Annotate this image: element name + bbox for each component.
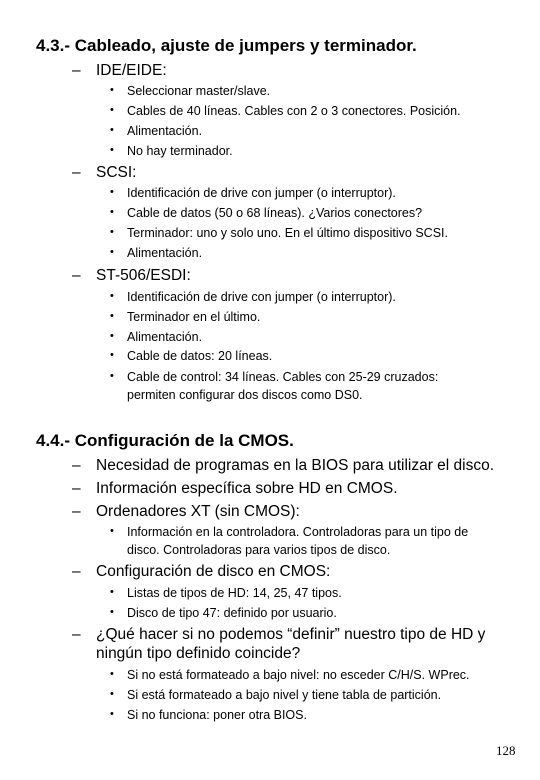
- bullet-icon: •: [110, 206, 114, 218]
- list-item-text: No hay terminador.: [127, 144, 233, 158]
- list-item-text: Si está formateado a bajo nivel y tiene tabla de partición.: [127, 688, 442, 702]
- bullet-icon: •: [110, 330, 114, 342]
- list-item-text: Información en la controladora. Controladoras para un tipo de: [127, 525, 469, 539]
- bullet-icon: •: [110, 124, 114, 136]
- bullet-icon: •: [110, 525, 114, 537]
- st506-esdi-label: ST-506/ESDI:: [96, 267, 191, 284]
- dash-bullet: –: [72, 563, 81, 580]
- list-item-text: Si no está formateado a bajo nivel: no esceder C/H/S. WPrec.: [127, 668, 470, 682]
- dash-item-text: Información específica sobre HD en CMOS.: [96, 480, 398, 497]
- dash-bullet: –: [72, 62, 81, 79]
- list-item-text: Alimentación.: [127, 330, 203, 344]
- bullet-icon: •: [110, 708, 114, 720]
- dash-item-text: Necesidad de programas en la BIOS para utilizar el disco.: [96, 457, 495, 474]
- dash-item-text: Ordenadores XT (sin CMOS):: [96, 503, 300, 520]
- dash-bullet: –: [72, 626, 81, 643]
- section-4-4-title: 4.4.- Configuración de la CMOS.: [36, 431, 294, 450]
- bullet-icon: •: [110, 370, 114, 382]
- dash-bullet: –: [72, 503, 81, 520]
- list-item-text: Disco de tipo 47: definido por usuario.: [127, 606, 337, 620]
- list-item-text: Cable de datos: 20 líneas.: [127, 349, 273, 363]
- scsi-label: SCSI:: [96, 164, 137, 181]
- bullet-icon: •: [110, 349, 114, 361]
- list-item-text: Terminador: uno y solo uno. En el último dispositivo SCSI.: [127, 226, 448, 240]
- bullet-icon: •: [110, 688, 114, 700]
- list-item-text: Cable de datos (50 o 68 líneas). ¿Varios conectores?: [127, 206, 423, 220]
- list-item-text: Cable de control: 34 líneas. Cables con 25-29 cruzados:: [127, 370, 439, 384]
- list-item-text: Terminador en el último.: [127, 310, 261, 324]
- section-4-3-title: 4.3.- Cableado, ajuste de jumpers y terminador.: [36, 36, 417, 55]
- bullet-icon: •: [110, 606, 114, 618]
- bullet-icon: •: [110, 290, 114, 302]
- dash-bullet: –: [72, 480, 81, 497]
- list-item-text: Listas de tipos de HD: 14, 25, 47 tipos.: [127, 586, 342, 600]
- list-item-text: Identificación de drive con jumper (o interruptor).: [127, 186, 396, 200]
- dash-item-text: Configuración de disco en CMOS:: [96, 563, 331, 580]
- bullet-icon: •: [110, 668, 114, 680]
- list-item-text: Alimentación.: [127, 246, 203, 260]
- bullet-icon: •: [110, 226, 114, 238]
- bullet-icon: •: [110, 186, 114, 198]
- bullet-icon: •: [110, 246, 114, 258]
- bullet-icon: •: [110, 144, 114, 156]
- bullet-icon: •: [110, 310, 114, 322]
- bullet-icon: •: [110, 84, 114, 96]
- dash-bullet: –: [72, 457, 81, 474]
- dash-bullet: –: [72, 164, 81, 181]
- list-item-text: Si no funciona: poner otra BIOS.: [127, 708, 307, 722]
- list-item-text: Alimentación.: [127, 124, 203, 138]
- list-item-text: Seleccionar master/slave.: [127, 84, 271, 98]
- ide-eide-label: IDE/EIDE:: [96, 62, 167, 79]
- dash-item-text: ningún tipo definido coincide?: [96, 645, 301, 662]
- list-item-text: Identificación de drive con jumper (o interruptor).: [127, 290, 396, 304]
- bullet-icon: •: [110, 586, 114, 598]
- dash-bullet: –: [72, 267, 81, 284]
- list-item-text: Cables de 40 líneas. Cables con 2 o 3 conectores. Posición.: [127, 104, 461, 118]
- page-number: 128: [496, 743, 516, 758]
- list-item-text: disco. Controladoras para varios tipos de disco.: [127, 543, 391, 557]
- bullet-icon: •: [110, 104, 114, 116]
- list-item-text: permiten configurar dos discos como DS0.: [127, 388, 363, 402]
- dash-item-text: ¿Qué hacer si no podemos “definir” nuestro tipo de HD y: [96, 626, 486, 643]
